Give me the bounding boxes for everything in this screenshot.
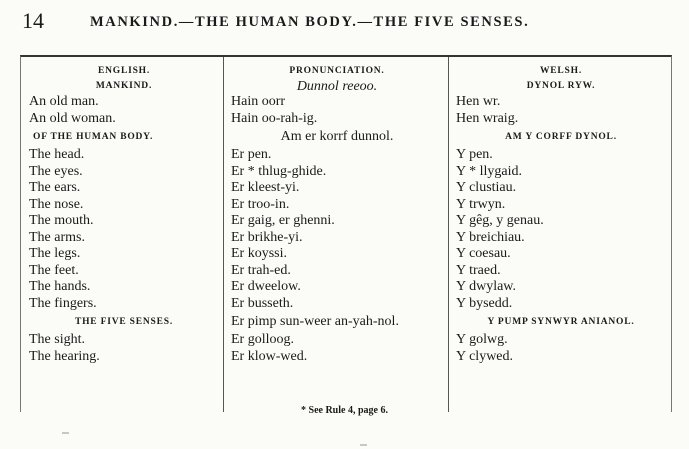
table-row: Hen wr. [456, 94, 501, 109]
section-heading-five-senses-welsh: Y PUMP SYNWYR ANIANOL. [487, 317, 635, 327]
section-heading-five-senses: THE FIVE SENSES. [74, 317, 174, 327]
table-row: Er * thlug-ghide. [231, 163, 327, 179]
column-header-english: ENGLISH. [97, 66, 151, 76]
table-row: Er koyssi. [231, 246, 287, 261]
table-row: Hain oo-rah-ig. [231, 110, 318, 126]
column-divider [223, 57, 224, 412]
table-row: The ears. [29, 180, 81, 195]
table-row: The hearing. [29, 348, 100, 364]
section-heading-mankind-welsh: DYNOL RYW. [526, 81, 596, 91]
table-row: Y pen. [456, 147, 493, 162]
table-row: Er trah-ed. [231, 262, 291, 278]
section-heading-human-body-pron: Am er korrf dunnol. [280, 129, 394, 144]
table-row: Y * llygaid. [456, 163, 522, 179]
section-heading-human-body-welsh: AM Y CORFF DYNOL. [505, 132, 617, 142]
section-heading-five-senses-pron: Er pimp sun-weer an-yah-nol. [231, 314, 399, 329]
table-row: An old man. [29, 94, 99, 109]
table-row: Y gêg, y genau. [456, 213, 544, 228]
table-row: The mouth. [29, 213, 94, 228]
table-row: The hands. [29, 279, 91, 294]
table-row: The feet. [29, 262, 79, 278]
welsh-column [456, 64, 666, 365]
table-row: The eyes. [29, 163, 83, 179]
table-row: Er gaig, er ghenni. [231, 213, 335, 228]
page-number: 14 [22, 8, 44, 33]
paper-smudge [62, 432, 69, 434]
table-row: The legs. [29, 246, 81, 261]
table-row: Y breichiau. [456, 229, 525, 245]
column-header-pronunciation: PRONUNCIATION. [289, 66, 385, 76]
table-row: The sight. [29, 332, 85, 347]
english-column [29, 64, 219, 365]
table-row: Er troo-in. [231, 196, 290, 212]
table-row: The head. [29, 147, 85, 162]
column-header-welsh: WELSH. [539, 66, 583, 76]
table-row: Y traed. [456, 262, 501, 278]
table-row: Y golwg. [456, 332, 508, 347]
vocabulary-table [20, 55, 672, 412]
table-row: Er kleest-yi. [231, 180, 300, 195]
table-row: Er pen. [231, 147, 272, 162]
table-row: Y trwyn. [456, 196, 506, 212]
table-row: Er dweelow. [231, 279, 301, 294]
table-row: Er brikhe-yi. [231, 229, 303, 245]
pronunciation-column [231, 64, 443, 365]
paper-smudge [360, 444, 367, 446]
section-heading-human-body: OF THE HUMAN BODY. [33, 132, 154, 142]
table-row: Er klow-wed. [231, 348, 308, 364]
table-row: The arms. [29, 229, 85, 245]
page-title: MANKIND.—THE HUMAN BODY.—THE FIVE SENSES. [90, 14, 530, 30]
table-row: Er golloog. [231, 332, 294, 347]
table-row: Y clustiau. [456, 180, 517, 195]
page-header [22, 8, 682, 38]
table-row: Y bysedd. [456, 295, 513, 311]
table-row: The nose. [29, 196, 84, 212]
section-heading-mankind: MANKIND. [95, 81, 153, 91]
section-heading-mankind-pron: Dunnol reeoo. [296, 79, 378, 94]
table-row: An old woman. [29, 110, 116, 126]
table-row: Hain oorr [231, 94, 286, 109]
footnote: * See Rule 4, page 6. [301, 405, 388, 416]
table-row: Y coesau. [456, 246, 511, 261]
table-row: Y dwylaw. [456, 279, 517, 294]
table-row: Y clywed. [456, 348, 514, 364]
table-row: Hen wraig. [456, 110, 519, 126]
table-row: Er busseth. [231, 295, 294, 311]
table-row: The fingers. [29, 295, 97, 311]
column-divider [448, 57, 449, 412]
